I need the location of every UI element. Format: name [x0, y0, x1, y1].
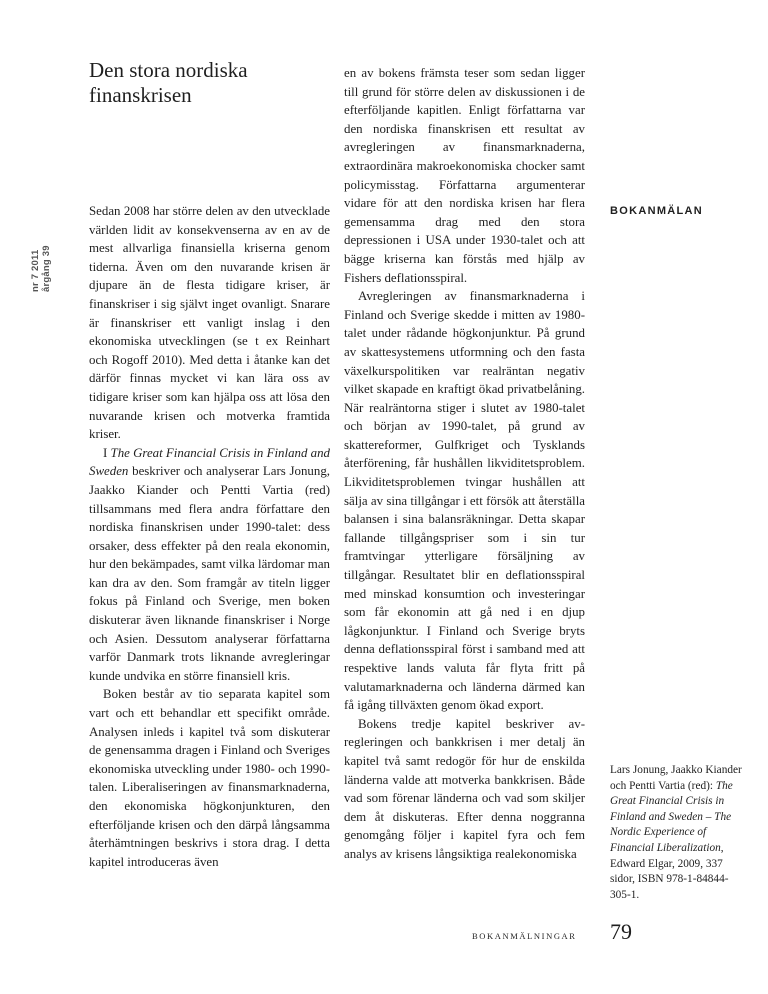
paragraph: Sedan 2008 har större delen av den utvecklade världen lidit av konsekvenserna av en av de mest allvarliga finansiella kriserna genom tiderna. Även om den nuvarande krisen är djupare än de flesta tidigare kriser, är finanskriser i sig självt inget ovanligt. Snarare är finanskriser ett vanligt inslag i den ekonomiska utvecklingen (se t ex Reinhart och Rogoff 2010). Med detta i åtanke kan det därför finnas mycket vi kan lära oss av tidigare kriser som kan hjälpa oss att lösa den nuvarande krisen och motverka framtida kriser.: [89, 204, 330, 442]
footer-section-label: BOKANMÄLNINGAR: [472, 931, 577, 941]
paragraph: [89, 444, 330, 686]
paragraph: Boken består av tio separata kapitel som vart och ett behandlar ett specifikt område. Analysen inleds i kapitel två som diskuterar de genensamma dragen i Finland och Sveriges ekonomiska utveckling under 1980- och 1990-talen. Liberaliseringen av finansmarknaderna, den ekonomiska högkonjunkturen, den efterföljande krisen och den därpå långsamma återhämtningen beskrivs i stora drag. I detta kapitel introduceras även: [89, 687, 330, 869]
paragraph: Bokens tredje kapitel beskriver avregleringen och bankkrisen i mer detalj än kapitel två samt redogör för hur de enskilda länderna valde att motverka bankkrisen. Både vad som förenar länderna och vad som skiljer dem åt diskuteras. Efter denna noggranna genomgång följer i kapitel fyra och fem analys av krisens långsiktiga realekonomiska: [344, 716, 585, 861]
biblio-details: , Edward Elgar, 2009, 337 sidor, ISBN 978-1-84844-305-1.: [610, 841, 729, 901]
article-title: Den stora nordiska finanskrisen: [89, 58, 248, 107]
paragraph: en av bokens främsta teser som sedan ligger till grund för större delen av diskussionen i de efterföljande kapitlen. Enligt författarna var den nordiska finanskrisen ett resultat av avregleringen av finansmarknaderna, extraordinära makroekonomiska chocker samt policymisstag. Författarna argumenterar vidare för att den nordiska krisen har flera gemensamma drag med den stora depressionen i USA under 1930-talet och att bägge kriserna kan förstås med hjälp av Fishers deflationsspiral.: [344, 66, 585, 285]
text-column-left: [89, 202, 330, 871]
bibliographic-info: [610, 763, 748, 903]
biblio-authors: Lars Jonung, Jaakko Kiander och Pentti Vartia (red):: [610, 764, 742, 792]
journal-issue-label: nr 7 2011 årgång 39: [30, 245, 52, 292]
section-label: BOKANMÄLAN: [610, 205, 704, 217]
text-run: beskriver och analyserar Lars Jonung, Jaakko Kiander och Pentti Vartia (red) tillsammans med flera andra författare den nordiska finanskrisen under 1990-talet: dess orsaker, dess effekter på den reala ekonomin, hur den bekämpades, samt vilka lärdomar man kan dra av den. Som framgår av titeln ligger fokus på Finland och Sverige, men boken diskuterar även liknande finanskriser i Norge och Asien. Dessutom analyserar författarna varför Danmark trots liknande avregleringar kunde undvika en större finansiell kris.: [89, 464, 330, 683]
book-title-italic: The Great Financial Crisis in Finland and Sweden: [89, 445, 330, 479]
biblio-book-title: The Great Financial Crisis in Finland and Sweden – The Nordic Experience of Financial Liberalization: [610, 779, 733, 854]
text-column-middle: [344, 64, 585, 864]
paragraph: Avregleringen av finansmarknaderna i Finland och Sverige skedde i mitten av 1980-talet under rådande högkonjunktur. På grund av skattesystemens utformning och den fasta växelkurspolitiken var realräntan negativ vilket skapade en kraftigt ökad privatbelåning. När realräntorna stiger i slutet av 1980-talet och början av 1990-talet, på grund av skattereformer, Gulfkriget och Tysklands återförening, får hushållen likviditetsproblem. Likviditetsproblemen tvingar hushållen att sälja av sina tillgångar i ett försök att återställa balansen i sina balansräkningar. Detta skapar fallande tillgångspriser som i sin tur framtvingar ytterligare försäljning av tillgångar. Resultatet blir en deflationsspiral med minskad konsumtion och investeringar som får ekonomin att gå ned i en djup lågkonjunktur. I Finland och Sverige bryts denna deflationsspiral först i samband med att respektive lands valuta får flyta fritt på valutamarknaderna och länderna därmed kan få igång tillväxten genom ökad export.: [344, 289, 585, 713]
page-number: 79: [610, 919, 632, 944]
text-run: I: [103, 445, 111, 460]
